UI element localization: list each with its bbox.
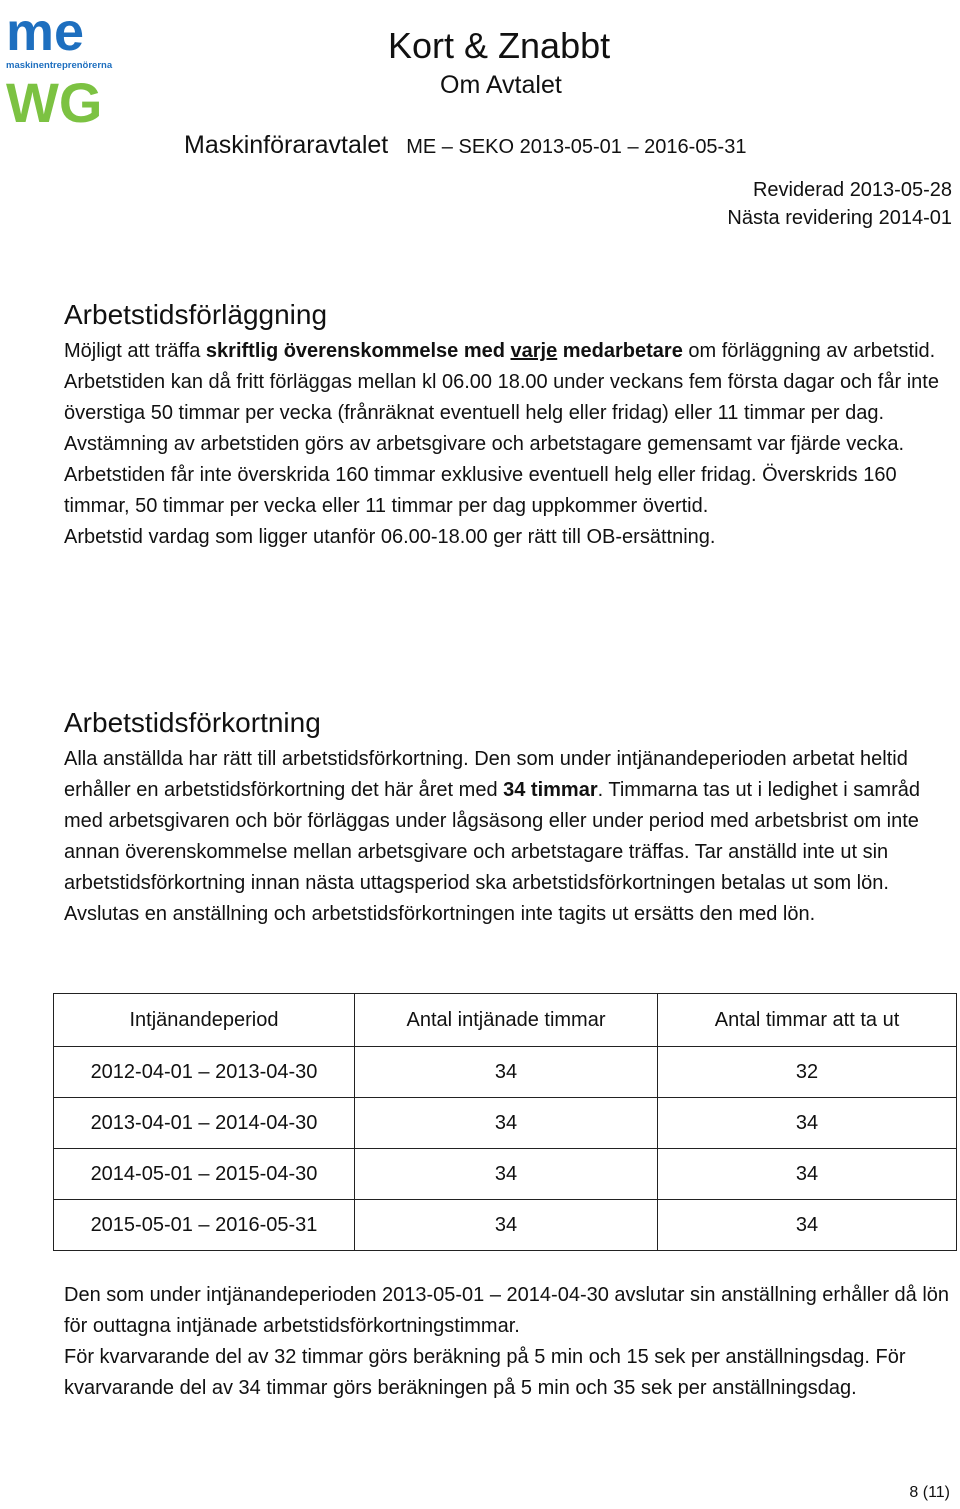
logo-tagline: maskinentreprenörerna xyxy=(6,60,113,71)
agreement-name: Maskinföraravtalet xyxy=(184,131,389,159)
document-subtitle: Om Avtalet xyxy=(440,71,562,99)
section-heading: Arbetstidsförkortning xyxy=(64,707,321,738)
text-run: Alla anställda har rätt till arbetstidsförkortning. Den som under intjänandeperioden arbetat heltid erhåller en arbetstidsförkortning det här året med xyxy=(64,748,908,801)
section-final-notes xyxy=(64,1280,954,1404)
agreement-line xyxy=(184,130,746,162)
column-header: Intjänandeperiod xyxy=(54,994,355,1047)
table-cell: 34 xyxy=(355,1098,658,1149)
text-run: Möjligt att träffa xyxy=(64,340,206,362)
section-arbetstidsforlaggning xyxy=(64,298,954,553)
table-cell: 2015-05-01 – 2016-05-31 xyxy=(54,1200,355,1251)
bold-text: skriftlig överenskommelse med xyxy=(205,340,511,362)
column-header: Antal intjänade timmar xyxy=(355,994,658,1047)
revision-info xyxy=(727,176,952,232)
logo xyxy=(4,6,116,126)
bold-text: medarbetare xyxy=(557,340,683,362)
table-cell: 2012-04-01 – 2013-04-30 xyxy=(54,1047,355,1098)
paragraph: Avstämning av arbetstiden görs av arbetsgivare och arbetstagare gemensamt var fjärde vecka. Arbetstiden får inte överskrida 160 timmar exklusive eventuell helg eller fridag. Överskrids 160 timmar, 50 timmar per vecka eller 11 timmar per dag uppkommer övertid. xyxy=(64,433,905,517)
next-revision: Nästa revidering 2014-01 xyxy=(727,207,952,229)
document-title: Kort & Znabbt xyxy=(388,25,611,66)
logo-wg-text: WG xyxy=(6,71,103,126)
table-cell: 2013-04-01 – 2014-04-30 xyxy=(54,1098,355,1149)
table-cell: 32 xyxy=(658,1047,957,1098)
paragraph: Arbetstid vardag som ligger utanför 06.00-18.00 ger rätt till OB-ersättning. xyxy=(64,526,716,548)
table-row xyxy=(54,1200,957,1251)
paragraph xyxy=(64,336,954,429)
section-arbetstidsforkortning xyxy=(64,706,954,930)
table-row xyxy=(54,1047,957,1098)
agreement-period: ME – SEKO 2013-05-01 – 2016-05-31 xyxy=(406,136,747,158)
table-cell: 34 xyxy=(658,1098,957,1149)
hours-table xyxy=(53,993,957,1251)
table-header-row xyxy=(54,994,957,1047)
table-row xyxy=(54,1149,957,1200)
table-cell: 34 xyxy=(658,1149,957,1200)
table-cell: 34 xyxy=(658,1200,957,1251)
section-heading: Arbetstidsförläggning xyxy=(64,299,328,330)
bold-text: 34 timmar xyxy=(503,779,598,801)
table-cell: 34 xyxy=(355,1149,658,1200)
paragraph xyxy=(64,744,954,930)
table-cell: 34 xyxy=(355,1047,658,1098)
paragraph: För kvarvarande del av 32 timmar görs beräkning på 5 min och 15 sek per anställningsdag. För kvarvarande del av 34 timmar görs beräkningen på 5 min och 35 sek per anställningsdag. xyxy=(64,1346,906,1399)
text-run: om förläggning av arbetstid. Arbetstiden kan då fritt förläggas mellan kl 06.00 18.00 under veckans fem första dagar och får inte överstiga 50 timmar per vecka (frånräknat eventuell helg eller fridag) eller 11 timmar per dag. xyxy=(64,340,939,424)
page-number: 8 (11) xyxy=(909,1484,950,1501)
bold-underline-text: varje xyxy=(510,340,558,362)
table-cell: 2014-05-01 – 2015-04-30 xyxy=(54,1149,355,1200)
table-row xyxy=(54,1098,957,1149)
text-run: . Timmarna tas ut i ledighet i samråd med arbetsgivaren och bör förläggas under lågsäsong eller under period med arbetsbrist om inte annan överenskommelse mellan arbetsgivare och arbetstagare träffas. Tar anställd inte ut sin arbetstidsförkortning innan nästa uttagsperiod ska arbetstidsförkortningen betalas ut som lön. Avslutas en anställning och arbetstidsförkortningen inte tagits ut ersätts den med lön. xyxy=(64,779,920,925)
table-cell: 34 xyxy=(355,1200,658,1251)
paragraph: Den som under intjänandeperioden 2013-05-01 – 2014-04-30 avslutar sin anställning erhåller då lön för outtagna intjänade arbetstidsförkortningstimmar. xyxy=(64,1284,950,1337)
revised-date: Reviderad 2013-05-28 xyxy=(752,179,952,201)
column-header: Antal timmar att ta ut xyxy=(658,994,957,1047)
logo-me-text: me xyxy=(6,6,85,62)
